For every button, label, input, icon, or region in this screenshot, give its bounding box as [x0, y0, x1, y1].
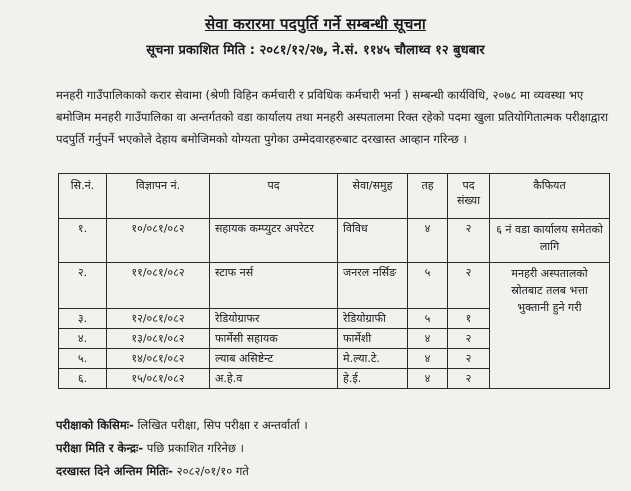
cell-sn: ५.	[59, 349, 107, 369]
cell-ad-no: १०/०८१/०८२	[107, 219, 210, 263]
publish-line	[0, 40, 631, 58]
cell-ad-no: ११/०८१/०८२	[107, 263, 210, 309]
cell-post: अ.हे.व	[210, 369, 338, 389]
exam-date-line	[56, 441, 244, 456]
cell-service: रेडियोग्राफी	[338, 309, 408, 329]
deadline-line	[56, 464, 249, 479]
header-ad-no: विज्ञापन नं.	[107, 174, 210, 219]
cell-level: ५	[408, 263, 448, 309]
deadline-value: २०८२/०१/१० गते	[176, 464, 249, 478]
table-row	[59, 219, 610, 263]
cell-post: सहायक कम्प्युटर अपरेटर	[210, 219, 338, 263]
cell-remark-hospital: मनहरी अस्पतालको स्रोतबाट तलब भत्ता भुक्तानी हुने गरी	[490, 263, 610, 389]
cell-level: ४	[408, 349, 448, 369]
cell-ad-no: १५/०८१/०८२	[107, 369, 210, 389]
publish-label: सूचना प्रकाशित मिति :	[146, 43, 255, 58]
table-header-row	[59, 174, 610, 219]
header-level: तह	[408, 174, 448, 219]
cell-service: विविध	[338, 219, 408, 263]
deadline-label: दरखास्त दिने अन्तिम मितिः-	[56, 464, 173, 478]
cell-post: रेडियोग्राफर	[210, 309, 338, 329]
cell-count: २	[448, 219, 490, 263]
cell-count: २	[448, 369, 490, 389]
cell-sn: १.	[59, 219, 107, 263]
exam-date-value: पछि प्रकाशित गरिनेछ ।	[146, 441, 245, 455]
cell-count: २	[448, 263, 490, 309]
cell-service: फार्मेशी	[338, 329, 408, 349]
cell-sn: २.	[59, 263, 107, 309]
header-count-line-2: संख्या	[456, 194, 481, 207]
publish-date: २०८१/१२/२७, ने.सं. ११४५ चौलाथ्व १२ बुधबार	[259, 43, 485, 58]
cell-post: स्टाफ नर्स	[210, 263, 338, 309]
notice-paragraph: मनहरी गाउँपालिकाको करार सेवामा (श्रेणी विहिन कर्मचारी र प्रविधिक कर्मचारी भर्ना ) सम्बन्धी कार्यविधि, २०७८ मा व्यवस्था भए बमोजिम मनहरी गाउँपालिका वा अन्तर्गतको वडा कार्यालय तथा मनहरी अस्पतालमा रिक्त रहेको पदमा खुला प्रतियोगितात्मक परीक्षाद्वारा पदपुर्ति गर्नुपर्ने भएकोले देहाय बमोजिमको योग्यता पुगेका उम्मेदवारहरुबाट दरखास्त आव्हान गरिन्छ ।	[56, 88, 609, 146]
cell-count: २	[448, 329, 490, 349]
table-row	[59, 263, 610, 309]
cell-ad-no: १३/०८१/०८२	[107, 329, 210, 349]
cell-ad-no: १४/०८१/०८२	[107, 349, 210, 369]
cell-sn: ३.	[59, 309, 107, 329]
cell-service: मे.ल्या.टे.	[338, 349, 408, 369]
cell-level: ४	[408, 329, 448, 349]
exam-type-value: लिखित परीक्षा, सिप परीक्षा र अन्तर्वार्ता ।	[137, 418, 308, 432]
cell-count: १	[448, 309, 490, 329]
header-count-line-1: पद	[462, 179, 475, 192]
cell-service: हे.ई.	[338, 369, 408, 389]
cell-remark-ward: ६ नं वडा कार्यालय समेतको लागि	[490, 219, 610, 263]
header-remarks: कैफियत	[490, 174, 610, 219]
header-service: सेवा/समुह	[338, 174, 408, 219]
vacancy-table	[58, 173, 610, 389]
cell-post: ल्याब असिष्टेन्ट	[210, 349, 338, 369]
cell-level: ४	[408, 219, 448, 263]
header-post: पद	[210, 174, 338, 219]
cell-sn: ६.	[59, 369, 107, 389]
exam-date-label: परीक्षा मिति र केन्द्रः-	[56, 441, 144, 455]
cell-post: फार्मेसी सहायक	[210, 329, 338, 349]
exam-type-label: परीक्षाको किसिमः-	[56, 418, 134, 432]
cell-sn: ४.	[59, 329, 107, 349]
cell-ad-no: १२/०८१/०८२	[107, 309, 210, 329]
cell-count: २	[448, 349, 490, 369]
notice-title: सेवा करारमा पदपुर्ति गर्ने सम्बन्धी सूचना	[205, 15, 426, 33]
header-count	[448, 174, 490, 219]
cell-level: ५	[408, 309, 448, 329]
exam-type-line	[56, 418, 308, 433]
cell-service: जनरल नर्सिङ	[338, 263, 408, 309]
header-sn: सि.नं.	[59, 174, 107, 219]
cell-level: ४	[408, 369, 448, 389]
